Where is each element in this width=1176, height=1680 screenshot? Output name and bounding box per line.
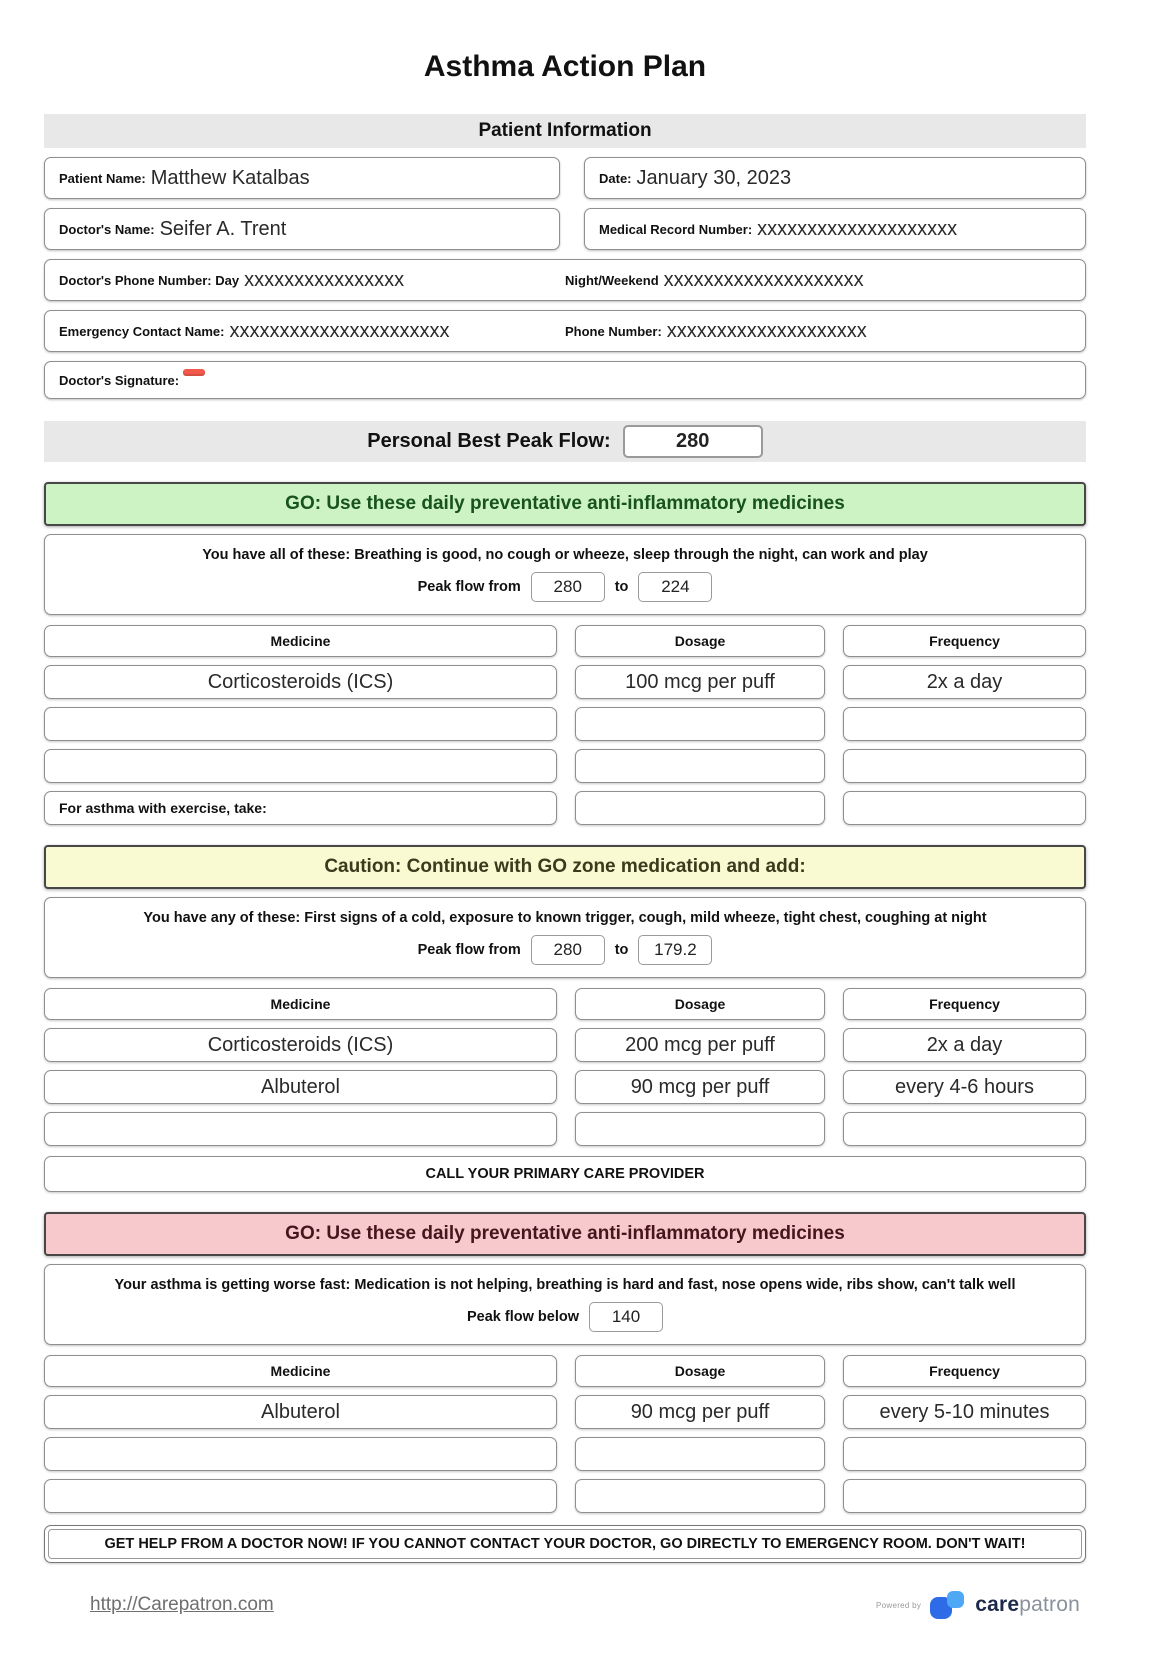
caution-zone-description-box (44, 897, 1086, 978)
caution-dosage-cell[interactable] (575, 1112, 825, 1146)
go-zone-medication-table (44, 625, 1086, 825)
page-footer (44, 1591, 1086, 1619)
caution-medicine-cell[interactable]: Corticosteroids (ICS) (44, 1028, 557, 1062)
doctor-name-label: Doctor's Name: (59, 221, 155, 237)
emergency-contact-row (44, 310, 1086, 352)
date-label: Date: (599, 170, 632, 186)
medical-record-number-value[interactable]: xxxxxxxxxxxxxxxxxxxx (757, 217, 958, 240)
go-medicine-cell[interactable]: Corticosteroids (ICS) (44, 665, 557, 699)
go-peak-flow-to-input[interactable]: 224 (638, 572, 712, 602)
go-zone-description-box (44, 534, 1086, 615)
asthma-action-plan-page (44, 50, 1086, 1619)
danger-frequency-cell[interactable]: every 5-10 minutes (843, 1395, 1086, 1429)
go-column-header-dosage: Dosage (575, 625, 825, 657)
go-peak-flow-from-label: Peak flow from (417, 579, 521, 595)
go-dosage-cell[interactable] (575, 707, 825, 741)
danger-medicine-cell[interactable]: Albuterol (44, 1395, 557, 1429)
go-zone-peak-flow-line (55, 572, 1075, 602)
brand-care-text: care (975, 1593, 1020, 1616)
danger-column-header-medicine: Medicine (44, 1355, 557, 1387)
doctor-phone-day-label: Doctor's Phone Number: Day (59, 272, 240, 288)
medical-record-number-field[interactable] (584, 208, 1086, 250)
danger-dosage-cell[interactable]: 90 mcg per puff (575, 1395, 825, 1429)
danger-dosage-cell[interactable] (575, 1479, 825, 1513)
danger-zone-header: GO: Use these daily preventative anti-inflammatory medicines (44, 1212, 1086, 1256)
doctor-name-field[interactable] (44, 208, 560, 250)
go-column-header-frequency: Frequency (843, 625, 1086, 657)
doctor-signature-field[interactable] (44, 361, 1086, 399)
caution-dosage-cell[interactable]: 200 mcg per puff (575, 1028, 825, 1062)
caution-peak-flow-from-input[interactable]: 280 (531, 935, 605, 965)
go-frequency-cell[interactable] (843, 749, 1086, 783)
danger-peak-flow-below-label: Peak flow below (467, 1309, 579, 1325)
doctor-phone-night-label: Night/Weekend (565, 272, 659, 288)
go-peak-flow-from-input[interactable]: 280 (531, 572, 605, 602)
go-medicine-cell[interactable] (44, 749, 557, 783)
personal-best-peak-flow-label: Personal Best Peak Flow: (367, 430, 611, 452)
caution-zone-medication-table (44, 988, 1086, 1146)
caution-column-header-dosage: Dosage (575, 988, 825, 1020)
caution-frequency-cell[interactable]: every 4-6 hours (843, 1070, 1086, 1104)
emergency-help-note (44, 1525, 1086, 1563)
emergency-phone-value[interactable]: xxxxxxxxxxxxxxxxxxxx (666, 319, 867, 342)
signature-mark-icon (183, 369, 205, 376)
go-dosage-cell[interactable] (575, 749, 825, 783)
date-field[interactable] (584, 157, 1086, 199)
doctor-signature-row (44, 361, 1086, 399)
patient-name-field[interactable] (44, 157, 560, 199)
caution-frequency-cell[interactable]: 2x a day (843, 1028, 1086, 1062)
medical-record-number-label: Medical Record Number: (599, 221, 753, 237)
caution-dosage-cell[interactable]: 90 mcg per puff (575, 1070, 825, 1104)
go-frequency-cell[interactable] (843, 707, 1086, 741)
danger-column-header-frequency: Frequency (843, 1355, 1086, 1387)
personal-best-peak-flow-input[interactable]: 280 (623, 425, 763, 458)
carepatron-wordmark (975, 1593, 1080, 1617)
patient-name-date-row (44, 157, 1086, 199)
doctor-phone-day-value[interactable]: xxxxxxxxxxxxxxxx (244, 268, 405, 291)
go-zone-description: You have all of these: Breathing is good, no cough or wheeze, sleep through the night, can work and play (202, 547, 928, 563)
carepatron-link[interactable]: http://Carepatron.com (90, 1594, 274, 1615)
danger-frequency-cell[interactable] (843, 1479, 1086, 1513)
caution-zone-header: Caution: Continue with GO zone medication and add: (44, 845, 1086, 889)
danger-frequency-cell[interactable] (843, 1437, 1086, 1471)
emergency-contact-field[interactable] (44, 310, 1086, 352)
go-medicine-cell[interactable] (44, 707, 557, 741)
caution-peak-flow-to-label: to (614, 942, 629, 958)
danger-peak-flow-below-input[interactable]: 140 (589, 1302, 663, 1332)
caution-column-header-frequency: Frequency (843, 988, 1086, 1020)
doctor-name-value[interactable]: Seifer A. Trent (159, 217, 287, 240)
danger-zone-description: Your asthma is getting worse fast: Medication is not helping, breathing is hard and fast, nose opens wide, ribs show, can't talk well (114, 1277, 1016, 1293)
danger-medicine-cell[interactable] (44, 1479, 557, 1513)
go-column-header-medicine: Medicine (44, 625, 557, 657)
go-exercise-frequency-cell[interactable] (843, 791, 1086, 825)
doctor-signature-label: Doctor's Signature: (59, 372, 180, 388)
caution-medicine-cell[interactable] (44, 1112, 557, 1146)
patient-name-label: Patient Name: (59, 170, 146, 186)
call-primary-care-provider-note: CALL YOUR PRIMARY CARE PROVIDER (44, 1156, 1086, 1192)
emergency-contact-name-label: Emergency Contact Name: (59, 323, 225, 339)
doctor-phone-field[interactable] (44, 259, 1086, 301)
go-exercise-dosage-cell[interactable] (575, 791, 825, 825)
date-value[interactable]: January 30, 2023 (636, 166, 792, 189)
carepatron-brand (876, 1591, 1086, 1619)
doctor-name-mrn-row (44, 208, 1086, 250)
go-zone-header: GO: Use these daily preventative anti-inflammatory medicines (44, 482, 1086, 526)
caution-peak-flow-from-label: Peak flow from (417, 942, 521, 958)
emergency-contact-name-value[interactable]: xxxxxxxxxxxxxxxxxxxxxx (229, 319, 450, 342)
danger-zone-peak-flow-line (55, 1302, 1075, 1332)
go-peak-flow-to-label: to (614, 579, 629, 595)
danger-column-header-dosage: Dosage (575, 1355, 825, 1387)
doctor-phone-row (44, 259, 1086, 301)
caution-frequency-cell[interactable] (843, 1112, 1086, 1146)
powered-by-label: Powered by (875, 1600, 922, 1610)
caution-medicine-cell[interactable]: Albuterol (44, 1070, 557, 1104)
patient-name-value[interactable]: Matthew Katalbas (150, 166, 310, 189)
patient-information-section-header: Patient Information (44, 114, 1086, 148)
caution-zone-peak-flow-line (55, 935, 1075, 965)
emergency-help-text: GET HELP FROM A DOCTOR NOW! IF YOU CANNOT CONTACT YOUR DOCTOR, GO DIRECTLY TO EMERGENCY ROOM. DON'T WAIT! (48, 1529, 1082, 1559)
danger-medicine-cell[interactable] (44, 1437, 557, 1471)
emergency-phone-label: Phone Number: (565, 323, 662, 339)
caution-peak-flow-to-input[interactable]: 179.2 (638, 935, 712, 965)
go-frequency-cell[interactable]: 2x a day (843, 665, 1086, 699)
carepatron-logo-icon (930, 1591, 966, 1619)
danger-zone-description-box (44, 1264, 1086, 1345)
personal-best-peak-flow-bar (44, 421, 1086, 462)
go-dosage-cell[interactable]: 100 mcg per puff (575, 665, 825, 699)
go-exercise-label-cell: For asthma with exercise, take: (44, 791, 557, 825)
doctor-phone-night-value[interactable]: xxxxxxxxxxxxxxxxxxxx (663, 268, 864, 291)
page-title: Asthma Action Plan (423, 50, 707, 83)
caution-zone-description: You have any of these: First signs of a cold, exposure to known trigger, cough, mild wheeze, tight chest, coughing at night (143, 910, 987, 926)
danger-zone-medication-table (44, 1355, 1086, 1513)
danger-dosage-cell[interactable] (575, 1437, 825, 1471)
brand-patron-text: patron (1019, 1593, 1080, 1616)
caution-column-header-medicine: Medicine (44, 988, 557, 1020)
